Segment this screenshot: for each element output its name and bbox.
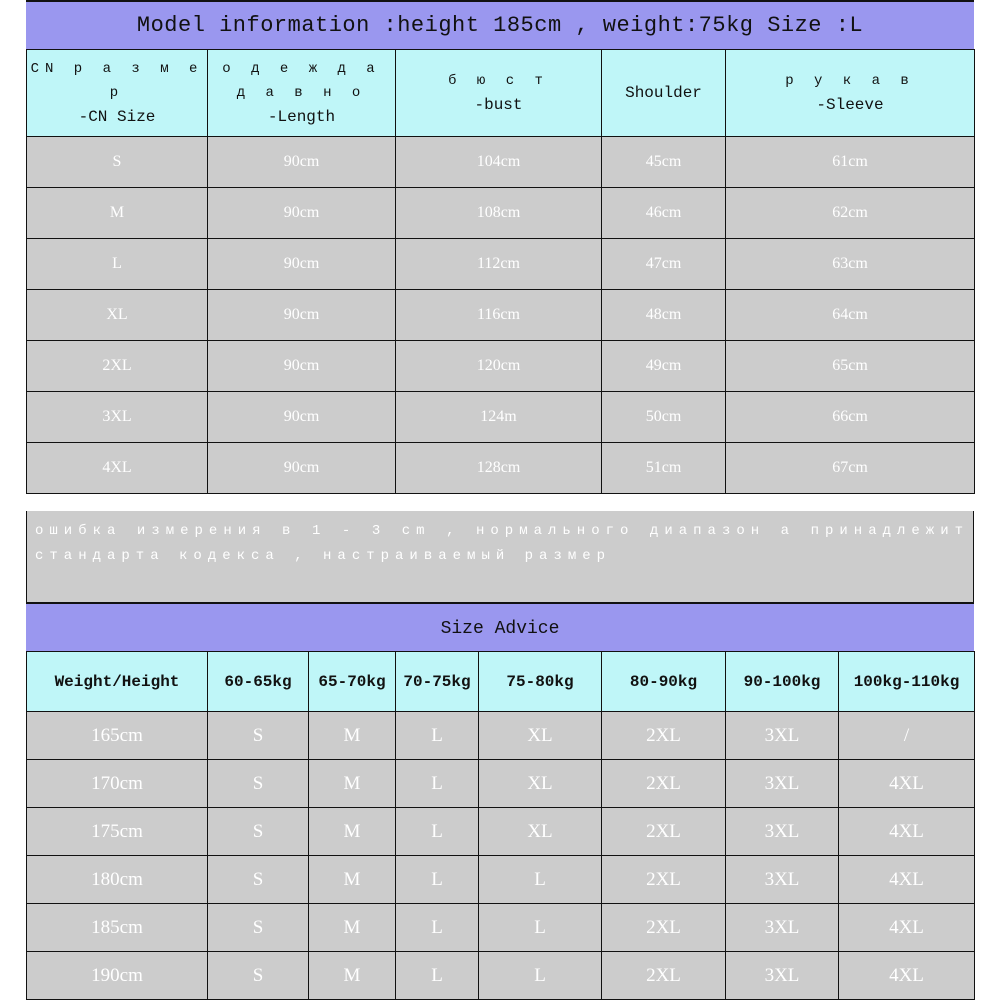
table-cell: 104cm [396, 137, 602, 188]
measurement-error-note: ошибка измерения в 1 - 3 cm , нормального диапазон а принадлежит стандарта кодекса , настраиваемый размер [26, 511, 974, 602]
size-advice-table [26, 651, 975, 1000]
table-row [27, 760, 975, 808]
table-cell: 2XL [602, 760, 726, 808]
table-cell: 61cm [726, 137, 975, 188]
table-cell: L [396, 856, 479, 904]
size-chart [26, 0, 974, 1000]
table-row [27, 137, 975, 188]
table-cell: 65cm [726, 341, 975, 392]
header-weight-height: Weight/Height [27, 652, 208, 712]
table-cell: 3XL [726, 952, 839, 1000]
table-cell: 4XL [839, 952, 975, 1000]
table-cell: 46cm [602, 188, 726, 239]
header-sleeve-ru: р у к а в [785, 73, 915, 89]
table-row [27, 856, 975, 904]
table-cell: 170cm [27, 760, 208, 808]
table-cell: 63cm [726, 239, 975, 290]
table-cell: M [309, 760, 396, 808]
table-cell: 49cm [602, 341, 726, 392]
table-cell: 90cm [208, 290, 396, 341]
table-cell: 185cm [27, 904, 208, 952]
size-advice-title: Size Advice [26, 602, 974, 654]
table-cell: 90cm [208, 188, 396, 239]
size-measurement-table [26, 49, 975, 494]
table-cell: S [208, 712, 309, 760]
table-cell: L [396, 712, 479, 760]
table-cell: 165cm [27, 712, 208, 760]
table-row [27, 341, 975, 392]
header-weight-range: 70-75kg [396, 652, 479, 712]
table-cell: 66cm [726, 392, 975, 443]
table-cell: 3XL [726, 760, 839, 808]
table-cell: 112cm [396, 239, 602, 290]
table-cell: L [27, 239, 208, 290]
table-cell: 175cm [27, 808, 208, 856]
table-row [27, 443, 975, 494]
table-cell: L [479, 904, 602, 952]
header-sleeve [726, 50, 975, 137]
header-cn-size-en: -CN Size [78, 108, 156, 126]
table-cell: 90cm [208, 443, 396, 494]
header-sleeve-en: -Sleeve [816, 96, 884, 114]
table-cell: M [309, 904, 396, 952]
header-bust-ru: б ю с т [448, 73, 549, 89]
table-cell: 90cm [208, 137, 396, 188]
table-cell: 3XL [726, 904, 839, 952]
advice-table-header [27, 652, 975, 712]
table-cell: 67cm [726, 443, 975, 494]
table-cell: S [208, 904, 309, 952]
table-cell: 50cm [602, 392, 726, 443]
header-weight-range: 100kg-110kg [839, 652, 975, 712]
table-cell: L [396, 808, 479, 856]
table-cell: M [309, 856, 396, 904]
table-cell: 62cm [726, 188, 975, 239]
table-cell: 3XL [726, 712, 839, 760]
model-info-banner: Model information :height 185cm , weight:75kg Size :L [26, 0, 974, 51]
table-cell: 47cm [602, 239, 726, 290]
table-row [27, 239, 975, 290]
header-weight-range: 60-65kg [208, 652, 309, 712]
header-shoulder-en: Shoulder [625, 84, 702, 102]
table-cell: 180cm [27, 856, 208, 904]
header-weight-range: 80-90kg [602, 652, 726, 712]
table-cell: XL [479, 808, 602, 856]
header-weight-range: 65-70kg [309, 652, 396, 712]
table-cell: S [208, 760, 309, 808]
table-cell: / [839, 712, 975, 760]
table-cell: S [208, 808, 309, 856]
table-row [27, 712, 975, 760]
table-row [27, 952, 975, 1000]
header-length-ru: о д е ж д а д а в н о [222, 61, 381, 101]
table-cell: 90cm [208, 239, 396, 290]
size-table-header [27, 50, 975, 137]
header-weight-range: 75-80kg [479, 652, 602, 712]
header-bust [396, 50, 602, 137]
table-cell: 2XL [602, 808, 726, 856]
table-cell: 2XL [602, 712, 726, 760]
table-cell: 116cm [396, 290, 602, 341]
table-cell: 51cm [602, 443, 726, 494]
table-cell: XL [27, 290, 208, 341]
table-cell: 90cm [208, 392, 396, 443]
table-cell: 2XL [602, 952, 726, 1000]
table-cell: M [309, 712, 396, 760]
table-cell: L [479, 952, 602, 1000]
table-cell: M [27, 188, 208, 239]
table-cell: S [27, 137, 208, 188]
header-length-en: -Length [267, 108, 336, 126]
table-cell: 3XL [726, 808, 839, 856]
table-cell: 2XL [602, 904, 726, 952]
table-row [27, 904, 975, 952]
table-cell: 4XL [27, 443, 208, 494]
table-cell: L [479, 856, 602, 904]
table-cell: 4XL [839, 808, 975, 856]
table-cell: 3XL [27, 392, 208, 443]
table-row [27, 392, 975, 443]
table-cell: 90cm [208, 341, 396, 392]
table-cell: S [208, 952, 309, 1000]
header-bust-en: -bust [474, 96, 523, 114]
table-cell: 108cm [396, 188, 602, 239]
table-row [27, 808, 975, 856]
table-cell: 4XL [839, 904, 975, 952]
table-row [27, 188, 975, 239]
table-cell: 190cm [27, 952, 208, 1000]
table-cell: 128cm [396, 443, 602, 494]
table-cell: L [396, 904, 479, 952]
header-cn-size-ru: CN р а з м е р [30, 61, 204, 101]
table-cell: 4XL [839, 760, 975, 808]
table-cell: 120cm [396, 341, 602, 392]
table-cell: M [309, 808, 396, 856]
table-row [27, 290, 975, 341]
table-cell: 64cm [726, 290, 975, 341]
table-cell: 45cm [602, 137, 726, 188]
table-cell: 124m [396, 392, 602, 443]
table-cell: L [396, 952, 479, 1000]
table-cell: 2XL [27, 341, 208, 392]
table-cell: XL [479, 712, 602, 760]
table-cell: 48cm [602, 290, 726, 341]
header-shoulder [602, 50, 726, 137]
header-length [208, 50, 396, 137]
table-cell: 4XL [839, 856, 975, 904]
table-cell: 3XL [726, 856, 839, 904]
header-weight-range: 90-100kg [726, 652, 839, 712]
table-cell: XL [479, 760, 602, 808]
table-cell: L [396, 760, 479, 808]
header-cn-size [27, 50, 208, 137]
table-cell: 2XL [602, 856, 726, 904]
table-cell: M [309, 952, 396, 1000]
table-cell: S [208, 856, 309, 904]
